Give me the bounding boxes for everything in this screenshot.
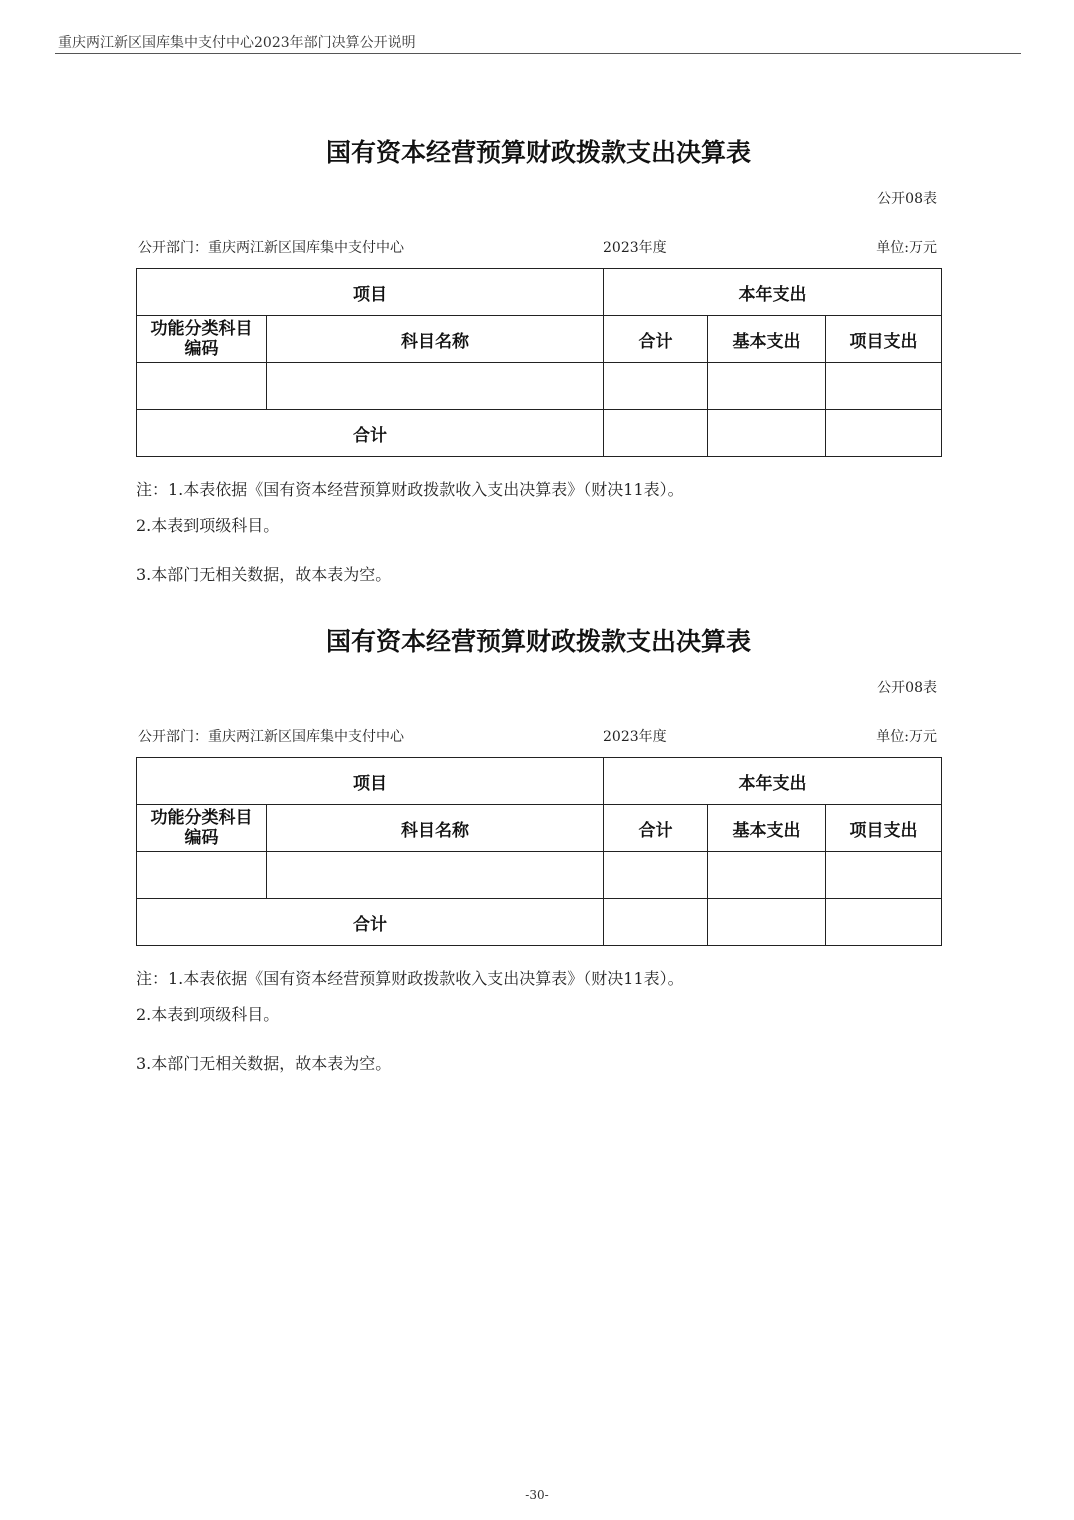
header-basic-expenditure: 基本支出 [708,805,826,852]
header-project: 项目 [137,758,604,805]
cell-basic [708,852,826,899]
header-subject-name: 科目名称 [267,805,604,852]
cell-project [826,899,942,946]
header-current-year-expenditure: 本年支出 [604,269,942,316]
total-row [137,410,942,457]
header-function-code-line2: 编码 [184,828,219,848]
expenditure-table [136,268,942,457]
unit-label: 单位:万元 [876,240,937,256]
cell-subject-name [267,852,604,899]
expenditure-table [136,757,942,946]
header-basic-expenditure: 基本支出 [708,316,826,363]
header-subject-name: 科目名称 [267,316,604,363]
header-function-code-line1: 功能分类科目 [150,319,253,339]
cell-project [826,363,942,410]
header-function-code [137,805,267,852]
header-row-2 [137,805,942,852]
header-divider [55,53,1021,54]
header-row-2 [137,316,942,363]
note-2: 2.本表到项级科目。 [136,516,280,535]
cell-basic [708,410,826,457]
cell-project [826,410,942,457]
cell-total [604,899,708,946]
cell-project [826,852,942,899]
cell-subject-name [267,363,604,410]
header-project: 项目 [137,269,604,316]
department-label: 公开部门：重庆两江新区国库集中支付中心 [138,729,404,745]
note-3: 3.本部门无相关数据，故本表为空。 [136,1054,392,1073]
table-row [137,363,942,410]
running-header: 重庆两江新区国库集中支付中心2023年部门决算公开说明 [58,35,416,51]
total-row-label: 合计 [137,410,604,457]
header-function-code-line2: 编码 [184,339,219,359]
table-row [137,852,942,899]
header-project-expenditure: 项目支出 [826,805,942,852]
header-project-expenditure: 项目支出 [826,316,942,363]
department-label: 公开部门：重庆两江新区国库集中支付中心 [138,240,404,256]
cell-code [137,363,267,410]
note-1: 注：1.本表依据《国有资本经营预算财政拨款收入支出决算表》（财决11表）。 [136,969,684,988]
note-1: 注：1.本表依据《国有资本经营预算财政拨款收入支出决算表》（财决11表）。 [136,480,684,499]
section-title: 国有资本经营预算财政拨款支出决算表 [325,627,751,656]
note-2: 2.本表到项级科目。 [136,1005,280,1024]
total-row [137,899,942,946]
page-number: -30- [525,1488,549,1502]
header-row-1 [137,758,942,805]
total-row-label: 合计 [137,899,604,946]
unit-label: 单位:万元 [876,729,937,745]
table-number: 公开08表 [877,680,937,696]
header-total: 合计 [604,316,708,363]
fiscal-year: 2023年度 [603,729,667,745]
header-function-code-line1: 功能分类科目 [150,808,253,828]
cell-total [604,410,708,457]
header-total: 合计 [604,805,708,852]
cell-code [137,852,267,899]
header-row-1 [137,269,942,316]
cell-total [604,852,708,899]
cell-basic [708,899,826,946]
note-3: 3.本部门无相关数据，故本表为空。 [136,565,392,584]
table-number: 公开08表 [877,191,937,207]
header-current-year-expenditure: 本年支出 [604,758,942,805]
cell-total [604,363,708,410]
fiscal-year: 2023年度 [603,240,667,256]
cell-basic [708,363,826,410]
section-title: 国有资本经营预算财政拨款支出决算表 [325,138,751,167]
header-function-code [137,316,267,363]
